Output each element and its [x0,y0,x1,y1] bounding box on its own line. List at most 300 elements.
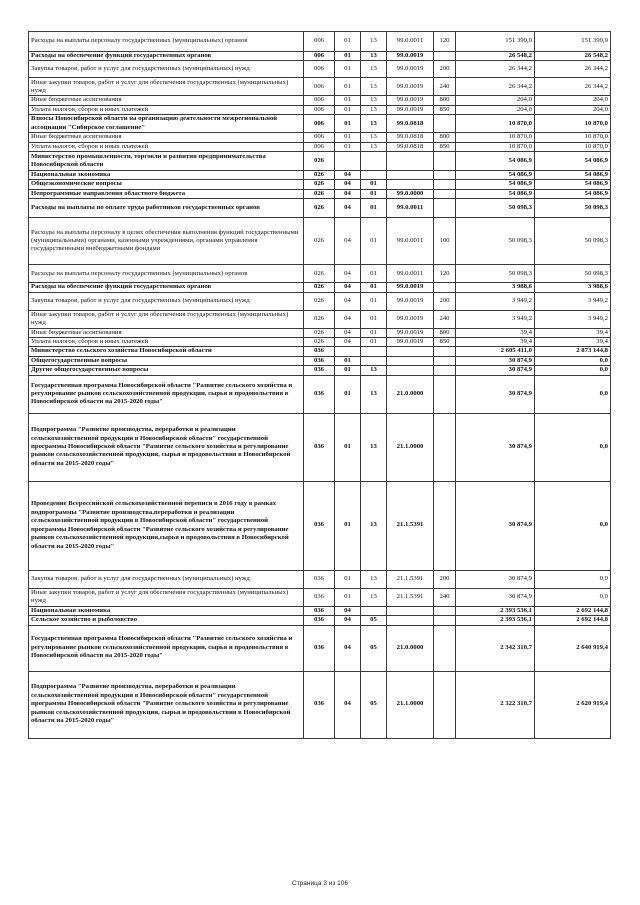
row-amount-year2: 54 086,9 [535,152,611,171]
row-amount-year2: 0,0 [535,588,611,606]
row-grbs-code: 036 [304,413,335,481]
row-section-code: 01 [335,588,361,606]
row-section-code: 01 [335,105,361,114]
row-section-code: 01 [335,52,361,61]
row-subsection-code: 05 [361,625,387,671]
row-name: Национальная экономика [29,606,304,615]
row-target-article: 99.0.0019 [387,61,434,78]
row-section-code: 04 [335,338,361,347]
row-amount-year1: 30 874,9 [456,481,535,570]
row-grbs-code: 036 [304,366,335,375]
row-expense-type [434,366,456,375]
row-amount-year1: 30 874,9 [456,570,535,588]
row-subsection-code: 13 [361,481,387,570]
row-expense-type [434,606,456,615]
row-target-article: 99.0.0000 [387,189,434,198]
row-amount-year2: 2 873 144,8 [535,347,611,356]
row-subsection-code: 01 [361,292,387,310]
row-target-article [387,356,434,365]
row-section-code: 01 [335,481,361,570]
row-subsection-code: 01 [361,218,387,265]
row-amount-year2: 10 870,0 [535,115,611,133]
row-expense-type [434,616,456,625]
row-target-article: 99.0.0019 [387,328,434,337]
row-target-article: 99.0.0818 [387,142,434,151]
row-name: Проведение Всероссийской сельскохозяйственной переписи в 2016 году в рамках подпрограммы "Развитие производства,переработки и реализации сельскохозяйственной продукции в Новосибирской области" государственной программы Новосибирской области "Развитие сельского хозяйства и регулирование рынков сельскохозяйственной продукции,сырья и продовольствия в Новосибирской области на 2015-2020 годы" [29,481,304,570]
row-grbs-code: 006 [304,78,335,96]
row-amount-year1: 204,0 [456,96,535,105]
row-amount-year2: 0,0 [535,356,611,365]
table-row [29,171,611,180]
row-section-code: 01 [335,413,361,481]
row-target-article: 99.0.0019 [387,310,434,328]
row-amount-year1: 30 874,9 [456,356,535,365]
row-target-article [387,152,434,171]
row-name: Иные бюджетные ассигнования [29,328,304,337]
row-expense-type: 800 [434,328,456,337]
row-subsection-code: 01 [361,310,387,328]
table-row [29,78,611,96]
table-row [29,588,611,606]
row-amount-year2: 54 086,9 [535,180,611,189]
row-name: Министерство промышленности, торговли и развития предпринимательства Новосибирской области [29,152,304,171]
row-amount-year2: 54 086,9 [535,171,611,180]
row-expense-type: 240 [434,78,456,96]
row-target-article: 99.0.0011 [387,199,434,218]
row-expense-type [434,671,456,738]
table-row [29,32,611,52]
row-expense-type [434,347,456,356]
row-section-code: 04 [335,292,361,310]
row-amount-year2: 0,0 [535,375,611,413]
row-amount-year1: 2 322 310,7 [456,671,535,738]
table-row [29,625,611,671]
row-name: Иные бюджетные ассигнования [29,96,304,105]
row-subsection-code: 01 [361,199,387,218]
row-name: Иные закупки товаров, работ и услуг для обеспечения государственных (муниципальных) нужд [29,78,304,96]
row-section-code: 01 [335,115,361,133]
table-row [29,375,611,413]
table-row [29,366,611,375]
row-amount-year1: 10 870,0 [456,115,535,133]
table-row [29,61,611,78]
table-row [29,338,611,347]
row-target-article [387,180,434,189]
row-name: Непрограммные направления областного бюджета [29,189,304,198]
row-name: Расходы на обеспечение функций государственных органов [29,52,304,61]
row-subsection-code: 01 [361,338,387,347]
row-grbs-code: 036 [304,570,335,588]
row-target-article: 21.0.0000 [387,625,434,671]
budget-table-container [28,31,610,739]
row-name: Иные бюджетные ассигнования [29,133,304,142]
row-grbs-code: 036 [304,356,335,365]
table-row [29,292,611,310]
row-amount-year1: 3 988,6 [456,283,535,292]
row-amount-year2: 0,0 [535,366,611,375]
row-section-code: 04 [335,671,361,738]
row-amount-year1: 54 086,9 [456,189,535,198]
row-section-code: 04 [335,606,361,615]
table-row [29,152,611,171]
row-name: Национальная экономика [29,171,304,180]
row-section-code: 04 [335,180,361,189]
row-grbs-code: 006 [304,115,335,133]
row-grbs-code: 026 [304,218,335,265]
table-row [29,310,611,328]
row-grbs-code: 006 [304,133,335,142]
table-row [29,356,611,365]
row-amount-year1: 30 874,9 [456,588,535,606]
row-target-article [387,171,434,180]
row-amount-year1: 2 605 411,0 [456,347,535,356]
table-body [29,32,611,739]
table-row [29,142,611,151]
row-grbs-code: 036 [304,625,335,671]
row-amount-year2: 54 086,9 [535,189,611,198]
row-target-article [387,616,434,625]
row-amount-year1: 54 086,9 [456,152,535,171]
row-section-code: 01 [335,133,361,142]
row-target-article: 21.1.0000 [387,671,434,738]
row-name: Расходы на выплаты персоналу государственных (муниципальных) органов [29,32,304,52]
table-row [29,481,611,570]
row-grbs-code: 006 [304,105,335,114]
row-target-article [387,347,434,356]
row-expense-type [434,171,456,180]
row-grbs-code: 026 [304,310,335,328]
row-subsection-code [361,347,387,356]
row-amount-year2: 39,4 [535,328,611,337]
row-subsection-code: 01 [361,180,387,189]
row-subsection-code: 13 [361,375,387,413]
row-target-article: 99.0.0019 [387,78,434,96]
row-expense-type: 120 [434,32,456,52]
table-row [29,570,611,588]
row-amount-year1: 204,0 [456,105,535,114]
row-name: Общеэкономические вопросы [29,180,304,189]
row-name: Государственная программа Новосибирской области "Развитие сельского хозяйства и регулирование рынков сельскохозяйственной продукции, сырья и продовольствия в Новосибирской области на 2015-2020 годы" [29,375,304,413]
row-expense-type [434,189,456,198]
row-expense-type: 850 [434,105,456,114]
row-amount-year2: 26 344,2 [535,61,611,78]
row-expense-type [434,375,456,413]
row-expense-type [434,356,456,365]
row-name: Сельское хозяйство и рыболовство [29,616,304,625]
row-amount-year1: 10 870,0 [456,142,535,151]
row-amount-year1: 30 874,9 [456,413,535,481]
row-subsection-code [361,606,387,615]
row-section-code: 01 [335,142,361,151]
row-amount-year1: 50 098,3 [456,265,535,283]
row-grbs-code: 006 [304,32,335,52]
row-section-code: 04 [335,328,361,337]
row-amount-year1: 50 098,3 [456,199,535,218]
row-amount-year2: 151 399,9 [535,32,611,52]
row-expense-type: 200 [434,292,456,310]
row-target-article: 99.0.0019 [387,52,434,61]
row-grbs-code: 006 [304,142,335,151]
row-amount-year2: 0,0 [535,413,611,481]
row-name: Расходы на выплаты персоналу в целях обеспечения выполнения функций государственными (муниципальными) органами, казенными учреждениями, органами управления государственными внебюджетными фондами [29,218,304,265]
row-section-code: 01 [335,356,361,365]
row-name: Расходы на обеспечение функций государственных органов [29,283,304,292]
row-name: Закупка товаров, работ и услуг для государственных (муниципальных) нужд [29,292,304,310]
row-amount-year2: 2 640 919,4 [535,625,611,671]
row-subsection-code: 13 [361,115,387,133]
row-target-article: 21.0.0000 [387,375,434,413]
row-expense-type [434,180,456,189]
row-name: Расходы на выплаты по оплате труда работников государственных органов [29,199,304,218]
row-grbs-code: 006 [304,52,335,61]
row-target-article: 21.1.5391 [387,588,434,606]
row-subsection-code: 13 [361,78,387,96]
row-grbs-code: 036 [304,606,335,615]
row-amount-year2: 0,0 [535,481,611,570]
row-amount-year2: 50 098,3 [535,265,611,283]
row-amount-year1: 54 086,9 [456,171,535,180]
table-row [29,328,611,337]
row-amount-year2: 0,0 [535,570,611,588]
row-expense-type: 200 [434,570,456,588]
table-row [29,105,611,114]
table-row [29,115,611,133]
row-section-code: 01 [335,78,361,96]
row-amount-year1: 2 342 310,7 [456,625,535,671]
table-row [29,606,611,615]
row-amount-year2: 10 870,0 [535,133,611,142]
row-subsection-code: 01 [361,265,387,283]
row-name: Закупка товаров, работ и услуг для государственных (муниципальных) нужд [29,61,304,78]
row-amount-year1: 2 393 536,1 [456,616,535,625]
row-target-article: 99.0.0818 [387,115,434,133]
row-amount-year1: 54 086,9 [456,180,535,189]
row-subsection-code: 01 [361,189,387,198]
row-section-code [335,347,361,356]
row-expense-type [434,115,456,133]
row-expense-type [434,481,456,570]
row-amount-year2: 204,0 [535,105,611,114]
row-amount-year2: 2 620 919,4 [535,671,611,738]
table-row [29,180,611,189]
row-subsection-code: 05 [361,616,387,625]
row-amount-year1: 30 874,9 [456,366,535,375]
table-row [29,347,611,356]
row-expense-type: 100 [434,218,456,265]
row-expense-type [434,283,456,292]
row-subsection-code: 01 [361,328,387,337]
row-name: Уплата налогов, сборов и иных платежей [29,142,304,151]
row-subsection-code: 13 [361,142,387,151]
row-section-code: 04 [335,625,361,671]
row-section-code: 01 [335,32,361,52]
row-grbs-code: 026 [304,180,335,189]
row-grbs-code: 036 [304,481,335,570]
row-grbs-code: 026 [304,171,335,180]
row-target-article: 99.0.0818 [387,133,434,142]
row-amount-year1: 3 949,2 [456,310,535,328]
row-section-code: 04 [335,616,361,625]
table-row [29,283,611,292]
row-subsection-code: 13 [361,133,387,142]
page-footer: Страница 3 из 106 [292,880,348,887]
row-name: Иные закупки товаров, работ и услуг для обеспечения государственных (муниципальных) нужд [29,310,304,328]
row-section-code: 04 [335,310,361,328]
row-section-code: 04 [335,171,361,180]
row-subsection-code: 13 [361,52,387,61]
table-row [29,671,611,738]
row-target-article: 99.0.0019 [387,292,434,310]
row-amount-year2: 204,0 [535,96,611,105]
row-grbs-code: 026 [304,189,335,198]
row-subsection-code: 13 [361,588,387,606]
row-amount-year1: 39,4 [456,328,535,337]
row-name: Министерство сельского хозяйства Новосибирской области [29,347,304,356]
row-name: Другие общегосударственные вопросы [29,366,304,375]
row-grbs-code: 026 [304,265,335,283]
row-subsection-code: 13 [361,413,387,481]
row-expense-type: 800 [434,96,456,105]
row-grbs-code: 036 [304,588,335,606]
table-row [29,189,611,198]
row-grbs-code: 026 [304,292,335,310]
row-name: Подпрограмма "Развитие производства, переработки и реализации сельскохозяйственной продукции в Новосибирской области" государственной программы Новосибирской области "Развитие сельского хозяйства и регулирование рынков сельскохозяйственной продукции, сырья и продовольствия в Новосибирской области на 2015-2020 годы" [29,671,304,738]
row-section-code: 04 [335,189,361,198]
row-target-article: 99.0.0019 [387,338,434,347]
row-subsection-code [361,171,387,180]
row-subsection-code: 05 [361,671,387,738]
row-expense-type: 240 [434,310,456,328]
row-expense-type: 120 [434,265,456,283]
row-section-code: 04 [335,265,361,283]
table-row [29,413,611,481]
row-target-article: 21.1.5391 [387,570,434,588]
row-section-code: 04 [335,218,361,265]
row-section-code [335,152,361,171]
row-subsection-code: 13 [361,366,387,375]
row-grbs-code: 026 [304,328,335,337]
row-amount-year2: 2 692 144,8 [535,616,611,625]
row-target-article [387,606,434,615]
row-amount-year1: 2 393 536,1 [456,606,535,615]
row-target-article: 99.0.0019 [387,96,434,105]
row-expense-type: 240 [434,588,456,606]
row-section-code: 01 [335,61,361,78]
row-amount-year1: 30 874,9 [456,375,535,413]
row-amount-year1: 26 548,2 [456,52,535,61]
row-name: Взносы Новосибирской области на организацию деятельности межрегиональной ассоциации "Сибирское соглашение" [29,115,304,133]
row-grbs-code: 036 [304,616,335,625]
row-expense-type: 850 [434,338,456,347]
row-expense-type [434,625,456,671]
table-row [29,616,611,625]
row-amount-year2: 50 098,3 [535,199,611,218]
row-subsection-code [361,152,387,171]
row-section-code: 01 [335,570,361,588]
row-section-code: 01 [335,375,361,413]
row-grbs-code: 026 [304,152,335,171]
row-grbs-code: 006 [304,96,335,105]
row-grbs-code: 036 [304,347,335,356]
row-name: Уплата налогов, сборов и иных платежей [29,105,304,114]
row-amount-year2: 3 988,6 [535,283,611,292]
table-row [29,133,611,142]
row-amount-year1: 39,4 [456,338,535,347]
row-amount-year1: 10 870,0 [456,133,535,142]
row-subsection-code: 13 [361,96,387,105]
row-amount-year2: 3 949,2 [535,292,611,310]
row-target-article: 99.0.0011 [387,218,434,265]
row-amount-year1: 151 399,9 [456,32,535,52]
row-expense-type: 850 [434,142,456,151]
row-amount-year2: 10 870,0 [535,142,611,151]
row-grbs-code: 036 [304,671,335,738]
row-amount-year2: 26 548,2 [535,52,611,61]
row-grbs-code: 026 [304,338,335,347]
row-grbs-code: 026 [304,283,335,292]
row-target-article [387,366,434,375]
row-target-article: 21.1.5391 [387,481,434,570]
budget-table [28,31,611,739]
row-amount-year1: 26 344,2 [456,61,535,78]
row-amount-year2: 3 949,2 [535,310,611,328]
row-amount-year1: 3 949,2 [456,292,535,310]
row-name: Государственная программа Новосибирской области "Развитие сельского хозяйства и регулирование рынков сельскохозяйственной продукции, сырья и продовольствия в Новосибирской области на 2015-2020 годы" [29,625,304,671]
row-expense-type: 200 [434,61,456,78]
table-row [29,199,611,218]
row-amount-year1: 26 344,2 [456,78,535,96]
row-section-code: 04 [335,199,361,218]
row-amount-year2: 39,4 [535,338,611,347]
row-name: Уплата налогов, сборов и иных платежей [29,338,304,347]
row-target-article: 99.0.0019 [387,105,434,114]
row-amount-year1: 50 098,3 [456,218,535,265]
row-subsection-code: 13 [361,61,387,78]
row-section-code: 04 [335,283,361,292]
row-target-article: 99.0.0011 [387,265,434,283]
table-row [29,265,611,283]
row-subsection-code: 13 [361,105,387,114]
row-target-article: 99.0.0019 [387,283,434,292]
row-amount-year2: 2 692 144,8 [535,606,611,615]
row-subsection-code [361,356,387,365]
row-expense-type [434,152,456,171]
row-grbs-code: 036 [304,375,335,413]
row-amount-year2: 26 344,2 [535,78,611,96]
table-row [29,52,611,61]
table-row [29,96,611,105]
table-row [29,218,611,265]
row-target-article: 21.1.0000 [387,413,434,481]
row-section-code: 01 [335,96,361,105]
row-subsection-code: 01 [361,283,387,292]
row-name: Иные закупки товаров, работ и услуг для обеспечения государственных (муниципальных) нужд [29,588,304,606]
row-amount-year2: 50 098,3 [535,218,611,265]
row-target-article: 99.0.0011 [387,32,434,52]
row-expense-type [434,52,456,61]
row-subsection-code: 13 [361,570,387,588]
row-name: Закупка товаров, работ и услуг для государственных (муниципальных) нужд [29,570,304,588]
row-grbs-code: 006 [304,61,335,78]
row-section-code: 01 [335,366,361,375]
row-name: Расходы на выплаты персоналу государственных (муниципальных) органов [29,265,304,283]
row-expense-type: 800 [434,133,456,142]
row-expense-type [434,413,456,481]
row-name: Подпрограмма "Развитие производства, переработки и реализации сельскохозяйственной продукции в Новосибирской области" государственной программы Новосибирской области "Развитие сельского хозяйства и регулирование рынков сельскохозяйственной продукции, сырья и продовольствия в Новосибирской области на 2015-2020 годы" [29,413,304,481]
row-subsection-code: 13 [361,32,387,52]
row-expense-type [434,199,456,218]
row-grbs-code: 026 [304,199,335,218]
